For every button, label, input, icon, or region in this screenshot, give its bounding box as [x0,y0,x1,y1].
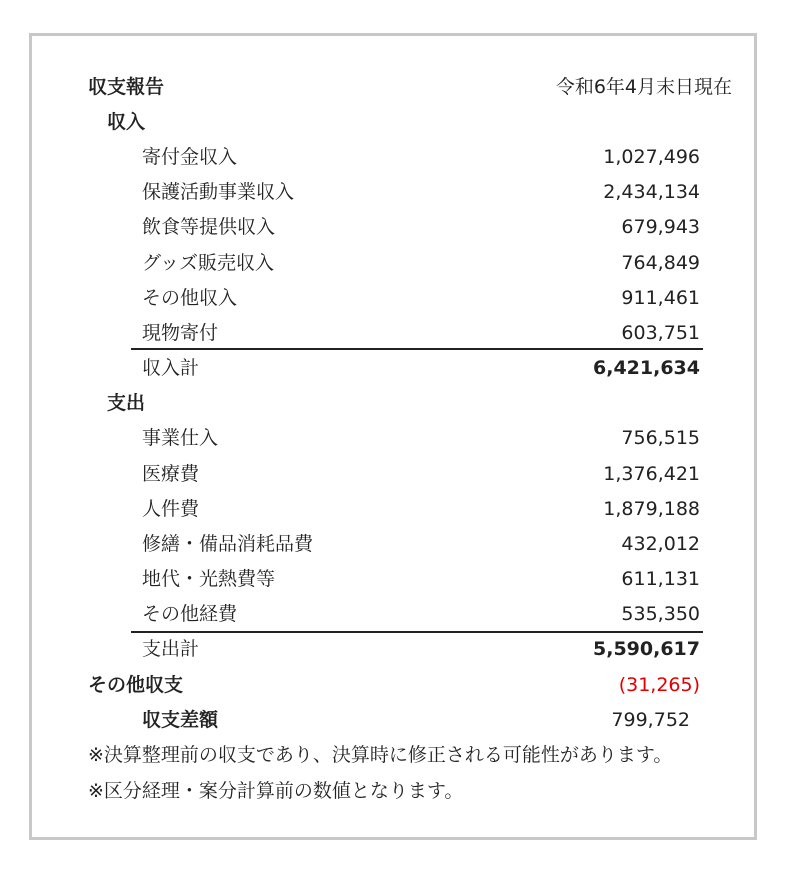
income-item-label: 保護活動事業収入 [142,181,295,203]
expense-total-label: 支出計 [142,638,200,660]
other-value: (31,265) [618,674,700,696]
report-title: 収支報告 [88,76,165,98]
report-date: 令和6年4月末日現在 [555,76,732,98]
income-item-value: 911,461 [621,287,700,309]
expense-item-value: 1,879,188 [603,498,700,520]
expense-item-value: 535,350 [621,603,700,625]
expense-heading: 支出 [107,392,146,414]
expense-item-label: 医療費 [142,463,200,485]
income-item-label: 現物寄付 [142,322,219,344]
expense-item-value: 756,515 [621,427,700,449]
income-item-label: 飲食等提供収入 [142,216,276,238]
income-item-value: 603,751 [621,322,700,344]
income-item-value: 764,849 [621,252,700,274]
income-heading: 収入 [107,111,146,133]
income-total-label: 収入計 [142,357,200,379]
balance-value: 799,752 [611,709,690,731]
income-item-value: 1,027,496 [603,146,700,168]
expense-item-label: 地代・光熱費等 [142,568,276,590]
expense-item-label: 事業仕入 [142,427,219,449]
income-item-value: 679,943 [621,216,700,238]
expense-total-value: 5,590,617 [593,638,700,660]
income-item-label: その他収入 [142,287,238,309]
expense-item-value: 1,376,421 [603,463,700,485]
income-total-rule [131,348,703,350]
expense-item-value: 611,131 [621,568,700,590]
expense-item-label: 修繕・備品消耗品費 [142,533,314,555]
note-line: ※区分経理・案分計算前の数値となります。 [88,780,464,802]
other-label: その他収支 [88,674,184,696]
balance-label: 収支差額 [142,709,219,731]
income-total-value: 6,421,634 [593,357,700,379]
income-item-value: 2,434,134 [603,181,700,203]
expense-item-label: その他経費 [142,603,238,625]
income-item-label: 寄付金収入 [142,146,238,168]
income-item-label: グッズ販売収入 [142,252,275,274]
note-line: ※決算整理前の収支であり、決算時に修正される可能性があります。 [88,744,673,766]
expense-item-label: 人件費 [142,498,200,520]
expense-item-value: 432,012 [621,533,700,555]
expense-total-rule [131,631,703,633]
